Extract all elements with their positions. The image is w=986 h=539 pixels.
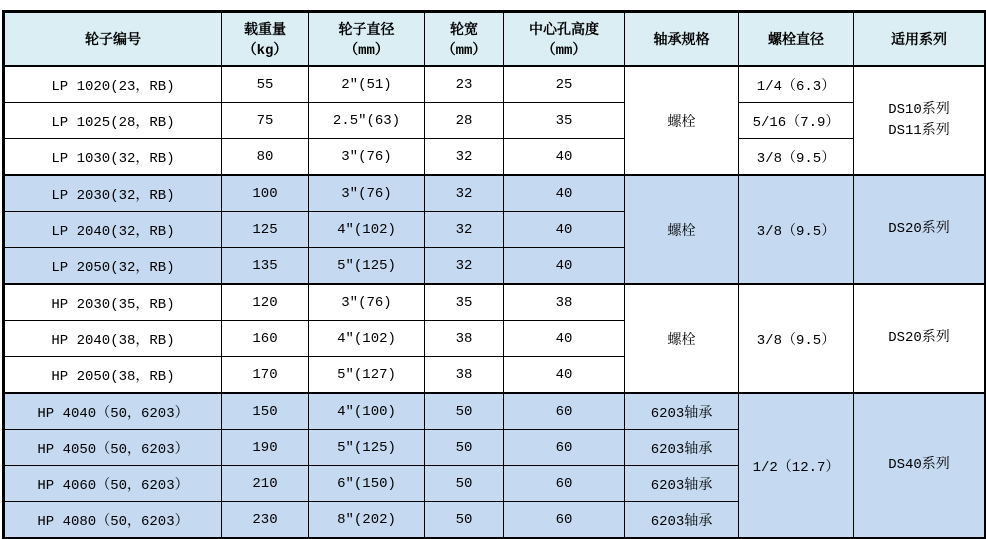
- table-row: [4, 284, 986, 321]
- hole-height-cell: 40: [504, 248, 625, 285]
- load-cell: 80: [222, 139, 309, 176]
- model-cell: LP 1025(28，RB): [4, 103, 222, 139]
- bearing-cell: 6203轴承: [625, 466, 739, 502]
- diameter-cell: 3″(76): [309, 139, 425, 176]
- series-line: DS20系列: [888, 221, 950, 238]
- header-unit: （mm）: [541, 43, 587, 59]
- table-row: [4, 66, 986, 103]
- table-row: [4, 139, 986, 176]
- width-cell: 50: [425, 502, 504, 539]
- load-cell: 55: [222, 66, 309, 103]
- hole-height-cell: 40: [504, 175, 625, 212]
- bolt-cell: 3/8（9.5）: [739, 175, 854, 284]
- header-unit: （kg）: [242, 43, 288, 59]
- hole-height-cell: 60: [504, 502, 625, 539]
- diameter-cell: 4″(102): [309, 321, 425, 357]
- load-cell: 120: [222, 284, 309, 321]
- model-cell: HP 2050(38，RB): [4, 357, 222, 394]
- header-label: 适用系列: [891, 33, 947, 49]
- table-row: [4, 175, 986, 212]
- diameter-cell: 4″(102): [309, 212, 425, 248]
- hole-height-cell: 40: [504, 321, 625, 357]
- load-cell: 210: [222, 466, 309, 502]
- series-line: DS40系列: [888, 457, 950, 474]
- header-label: 轴承规格: [653, 33, 710, 49]
- width-cell: 32: [425, 248, 504, 285]
- model-cell: LP 2030(32，RB): [4, 175, 222, 212]
- bolt-cell: 5/16（7.9）: [739, 103, 854, 139]
- hole-height-cell: 40: [504, 357, 625, 394]
- bolt-cell: 1/4（6.3）: [739, 66, 854, 103]
- diameter-cell: 6″(150): [309, 466, 425, 502]
- model-cell: LP 1030(32，RB): [4, 139, 222, 176]
- diameter-cell: 5″(127): [309, 357, 425, 394]
- header-unit: （mm）: [344, 43, 389, 59]
- series-cell: [854, 175, 986, 284]
- load-cell: 135: [222, 248, 309, 285]
- width-cell: 32: [425, 139, 504, 176]
- col-header-model: [4, 12, 222, 67]
- load-cell: 230: [222, 502, 309, 539]
- col-header-bolt: [739, 12, 854, 67]
- header-row: [4, 12, 986, 67]
- caster-spec-table: [2, 10, 986, 539]
- bolt-cell: 3/8（9.5）: [739, 284, 854, 393]
- table-row: [4, 103, 986, 139]
- header-label: 轮宽: [450, 23, 478, 39]
- bolt-cell: 3/8（9.5）: [739, 139, 854, 176]
- col-header-diameter: [309, 12, 425, 67]
- model-cell: LP 1020(23，RB): [4, 66, 222, 103]
- model-cell: LP 2050(32，RB): [4, 248, 222, 285]
- hole-height-cell: 60: [504, 393, 625, 430]
- bolt-cell: 1/2（12.7）: [739, 393, 854, 539]
- width-cell: 50: [425, 466, 504, 502]
- width-cell: 28: [425, 103, 504, 139]
- col-header-series: [854, 12, 986, 67]
- width-cell: 35: [425, 284, 504, 321]
- hole-height-cell: 38: [504, 284, 625, 321]
- hole-height-cell: 60: [504, 466, 625, 502]
- diameter-cell: 2″(51): [309, 66, 425, 103]
- header-label: 中心孔高度: [529, 23, 599, 39]
- model-cell: HP 4040（50，6203）: [4, 393, 222, 430]
- series-line: DS20系列: [888, 330, 950, 347]
- diameter-cell: 8″(202): [309, 502, 425, 539]
- header-label: 轮子直径: [338, 23, 395, 39]
- series-line: DS10系列: [888, 102, 950, 119]
- model-cell: HP 2030(35，RB): [4, 284, 222, 321]
- width-cell: 50: [425, 430, 504, 466]
- model-cell: HP 4080（50，6203）: [4, 502, 222, 539]
- series-cell: [854, 66, 986, 175]
- bearing-cell: 6203轴承: [625, 393, 739, 430]
- load-cell: 150: [222, 393, 309, 430]
- width-cell: 50: [425, 393, 504, 430]
- bearing-cell: 螺栓: [625, 66, 739, 175]
- header-unit: （mm）: [441, 43, 487, 59]
- hole-height-cell: 40: [504, 139, 625, 176]
- diameter-cell: 5″(125): [309, 430, 425, 466]
- diameter-cell: 2.5″(63): [309, 103, 425, 139]
- hole-height-cell: 35: [504, 103, 625, 139]
- model-cell: HP 2040(38，RB): [4, 321, 222, 357]
- hole-height-cell: 60: [504, 430, 625, 466]
- width-cell: 32: [425, 175, 504, 212]
- diameter-cell: 4″(100): [309, 393, 425, 430]
- load-cell: 100: [222, 175, 309, 212]
- width-cell: 32: [425, 212, 504, 248]
- header-label: 轮子编号: [85, 33, 141, 49]
- width-cell: 38: [425, 321, 504, 357]
- diameter-cell: 5″(125): [309, 248, 425, 285]
- diameter-cell: 3″(76): [309, 284, 425, 321]
- header-label: 载重量: [244, 23, 286, 39]
- width-cell: 23: [425, 66, 504, 103]
- model-cell: HP 4060（50，6203）: [4, 466, 222, 502]
- hole-height-cell: 25: [504, 66, 625, 103]
- header-label: 螺栓直径: [768, 33, 824, 49]
- bearing-cell: 螺栓: [625, 175, 739, 284]
- model-cell: HP 4050（50，6203）: [4, 430, 222, 466]
- col-header-width: [425, 12, 504, 67]
- load-cell: 170: [222, 357, 309, 394]
- table-row: [4, 393, 986, 430]
- hole-height-cell: 40: [504, 212, 625, 248]
- col-header-hole-height: [504, 12, 625, 67]
- series-line: DS11系列: [888, 122, 950, 139]
- load-cell: 160: [222, 321, 309, 357]
- col-header-bearing: [625, 12, 739, 67]
- load-cell: 190: [222, 430, 309, 466]
- load-cell: 75: [222, 103, 309, 139]
- width-cell: 38: [425, 357, 504, 394]
- diameter-cell: 3″(76): [309, 175, 425, 212]
- series-cell: [854, 393, 986, 539]
- series-cell: [854, 284, 986, 393]
- model-cell: LP 2040(32，RB): [4, 212, 222, 248]
- bearing-cell: 6203轴承: [625, 502, 739, 539]
- bearing-cell: 6203轴承: [625, 430, 739, 466]
- bearing-cell: 螺栓: [625, 284, 739, 393]
- col-header-load: [222, 12, 309, 67]
- load-cell: 125: [222, 212, 309, 248]
